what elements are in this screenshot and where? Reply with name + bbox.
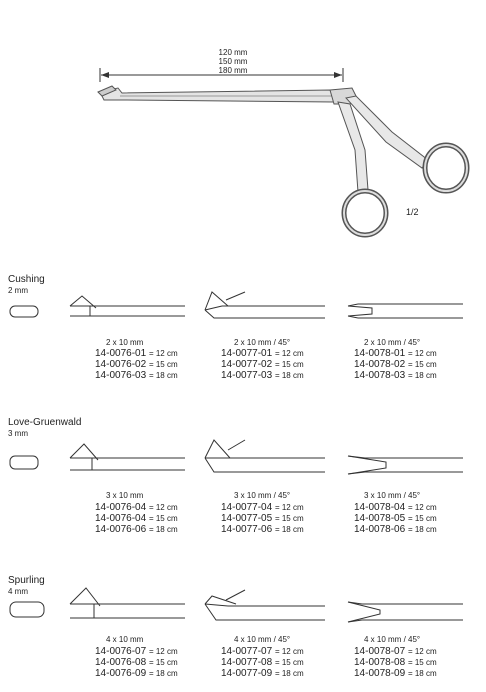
- code-row: [95, 370, 178, 381]
- code-list: [95, 502, 178, 535]
- dimension-120: 120 mm: [218, 48, 248, 57]
- spec-label: 3 x 10 mm / 45°: [364, 491, 421, 500]
- article-code: 14-0078-04: [354, 502, 406, 513]
- category-size-love-gruenwald: 3 mm: [8, 429, 28, 438]
- article-code: 14-0078-07: [354, 646, 406, 657]
- article-code: 14-0078-03: [354, 370, 406, 381]
- length-label: = 18 cm: [407, 669, 437, 678]
- length-label: = 15 cm: [407, 514, 437, 523]
- code-row: [221, 524, 304, 535]
- length-label: = 18 cm: [274, 669, 304, 678]
- article-code: 14-0077-09: [221, 668, 273, 679]
- article-code: 14-0078-05: [354, 513, 406, 524]
- tip-profile-cushing: [10, 306, 38, 317]
- code-list: [221, 502, 304, 535]
- article-code: 14-0076-04: [95, 502, 147, 513]
- code-row: [221, 668, 304, 679]
- article-code: 14-0077-08: [221, 657, 273, 668]
- length-label: = 12 cm: [274, 349, 304, 358]
- jaw-straight-up: [70, 296, 185, 316]
- code-row: [354, 348, 437, 359]
- length-label: = 15 cm: [274, 658, 304, 667]
- article-code: 14-0077-04: [221, 502, 273, 513]
- article-code: 14-0076-01: [95, 348, 147, 359]
- code-list: [354, 502, 437, 535]
- article-code: 14-0076-03: [95, 370, 147, 381]
- code-row: [221, 513, 304, 524]
- article-code: 14-0077-02: [221, 359, 273, 370]
- code-list: [221, 646, 304, 679]
- jaw-open-2: [348, 456, 463, 474]
- code-row: [354, 370, 437, 381]
- code-row: [95, 668, 178, 679]
- jaw-straight-up-3: [70, 588, 185, 618]
- spec-label: 2 x 10 mm: [106, 338, 144, 347]
- article-code: 14-0078-01: [354, 348, 406, 359]
- length-label: = 15 cm: [407, 360, 437, 369]
- spec-label: 3 x 10 mm / 45°: [234, 491, 291, 500]
- jaw-open-3: [348, 602, 463, 622]
- length-label: = 12 cm: [274, 503, 304, 512]
- length-label: = 18 cm: [407, 525, 437, 534]
- length-label: = 18 cm: [274, 371, 304, 380]
- length-label: = 12 cm: [407, 349, 437, 358]
- article-code: 14-0077-01: [221, 348, 273, 359]
- length-label: = 12 cm: [407, 647, 437, 656]
- code-row: [95, 502, 178, 513]
- code-list: [95, 646, 178, 679]
- article-code: 14-0077-07: [221, 646, 273, 657]
- article-code: 14-0078-09: [354, 668, 406, 679]
- length-label: = 18 cm: [148, 371, 178, 380]
- tip-profile-love-gruenwald: [10, 456, 38, 469]
- code-row: [354, 502, 437, 513]
- jaw-45-up-3: [205, 590, 325, 620]
- article-code: 14-0078-08: [354, 657, 406, 668]
- article-code: 14-0076-06: [95, 524, 147, 535]
- article-code: 14-0076-07: [95, 646, 147, 657]
- code-row: [95, 646, 178, 657]
- category-size-spurling: 4 mm: [8, 587, 28, 596]
- article-code: 14-0077-05: [221, 513, 273, 524]
- jaw-open: [348, 304, 463, 318]
- code-row: [95, 513, 178, 524]
- article-code: 14-0076-08: [95, 657, 147, 668]
- length-label: = 18 cm: [148, 525, 178, 534]
- article-code: 14-0077-03: [221, 370, 273, 381]
- length-label: = 15 cm: [148, 360, 178, 369]
- length-label: = 12 cm: [148, 503, 178, 512]
- jaw-45-up: [205, 292, 325, 318]
- spec-label: 4 x 10 mm / 45°: [364, 635, 421, 644]
- spec-label: 3 x 10 mm: [106, 491, 144, 500]
- length-label: = 12 cm: [407, 503, 437, 512]
- category-title-spurling: Spurling: [8, 575, 45, 586]
- article-code: 14-0076-02: [95, 359, 147, 370]
- code-row: [354, 646, 437, 657]
- code-row: [95, 657, 178, 668]
- category-title-love-gruenwald: Love-Gruenwald: [8, 417, 82, 428]
- spec-label: 2 x 10 mm / 45°: [364, 338, 421, 347]
- spec-label: 4 x 10 mm / 45°: [234, 635, 291, 644]
- code-row: [354, 524, 437, 535]
- length-label: = 12 cm: [148, 647, 178, 656]
- category-size-cushing: 2 mm: [8, 286, 28, 295]
- code-row: [354, 657, 437, 668]
- code-row: [354, 359, 437, 370]
- article-code: 14-0076-04: [95, 513, 147, 524]
- code-row: [95, 348, 178, 359]
- length-label: = 15 cm: [274, 360, 304, 369]
- spec-label: 2 x 10 mm / 45°: [234, 338, 291, 347]
- code-row: [221, 502, 304, 513]
- jaw-45-up-2: [205, 440, 325, 472]
- length-label: = 18 cm: [148, 669, 178, 678]
- length-label: = 15 cm: [148, 658, 178, 667]
- code-list: [354, 348, 437, 381]
- length-label: = 18 cm: [407, 371, 437, 380]
- code-row: [221, 348, 304, 359]
- jaw-straight-up-2: [70, 444, 185, 470]
- dimension-180: 180 mm: [218, 66, 248, 75]
- length-label: = 18 cm: [274, 525, 304, 534]
- length-label: = 15 cm: [274, 514, 304, 523]
- dimension-150: 150 mm: [218, 57, 248, 66]
- code-row: [354, 668, 437, 679]
- length-label: = 12 cm: [148, 349, 178, 358]
- article-code: 14-0078-02: [354, 359, 406, 370]
- length-label: = 12 cm: [274, 647, 304, 656]
- category-title-cushing: Cushing: [8, 274, 45, 285]
- article-code: 14-0078-06: [354, 524, 406, 535]
- spec-label: 4 x 10 mm: [106, 635, 144, 644]
- scale-label: 1/2: [406, 207, 419, 217]
- code-row: [221, 657, 304, 668]
- code-row: [221, 359, 304, 370]
- code-list: [354, 646, 437, 679]
- code-row: [221, 370, 304, 381]
- length-label: = 15 cm: [148, 514, 178, 523]
- length-label: = 15 cm: [407, 658, 437, 667]
- code-row: [95, 359, 178, 370]
- tip-profile-spurling: [10, 602, 44, 617]
- article-code: 14-0076-09: [95, 668, 147, 679]
- article-code: 14-0077-06: [221, 524, 273, 535]
- code-row: [95, 524, 178, 535]
- code-list: [221, 348, 304, 381]
- code-row: [221, 646, 304, 657]
- code-list: [95, 348, 178, 381]
- code-row: [354, 513, 437, 524]
